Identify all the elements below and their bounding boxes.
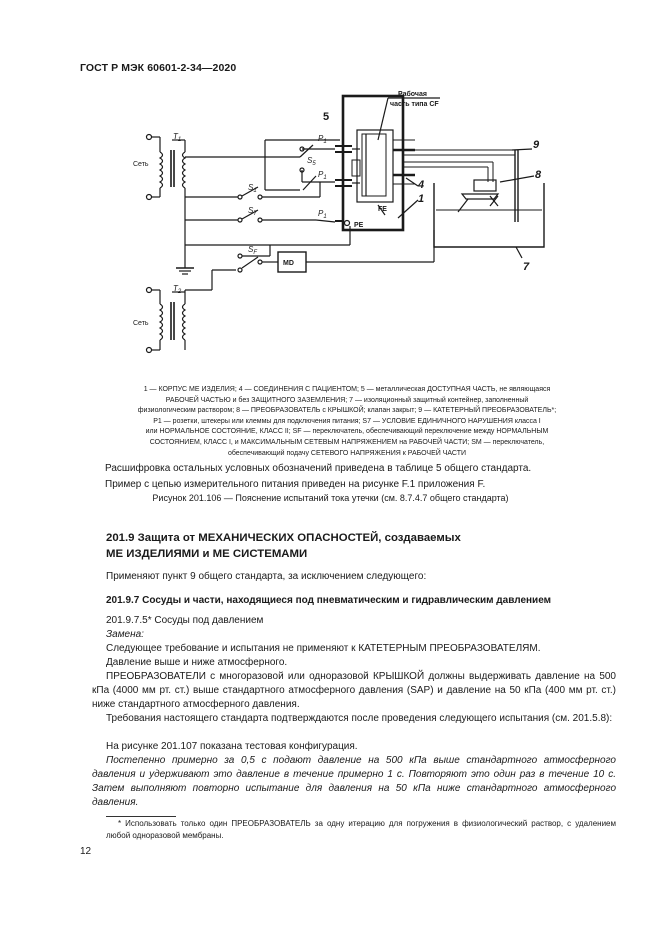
label-s7: $S_7$ [248,206,257,217]
label-n1: 1 [418,193,425,205]
label-sf: $S_F$ [248,245,258,256]
label-t1: $T_1$ [173,132,182,143]
legend-continuation [105,461,615,492]
paragraph-6: Постепенно примерно за 0,5 с подают давление на 500 кПа выше стандартного атмосферного давления и удерживают это давление в течение примерно 1 с. Повторяют это один раз в течение 10 с. Затем выполняют повторно испытание для давления на 50 кПа ниже стандартного атмосферного давления. [92,755,616,808]
legend-line: 1 — КОРПУС МЕ ИЗДЕЛИЯ; 4 — СОЕДИНЕНИЯ С ПАЦИЕНТОМ; 5 — металлическая ДОСТУПНАЯ ЧАСТЬ, не являющаяся [143,386,551,393]
section-intro: Применяют пункт 9 общего стандарта, за исключением следующего: [106,571,427,582]
paragraph-1: Следующее требование и испытания не применяют к КАТЕТЕРНЫМ ПРЕОБРАЗОВАТЕЛЯМ. [106,643,541,654]
label-n4: 4 [418,179,425,191]
legend-line: СОСТОЯНИЕМ, КЛАСС I, и МАКСИМАЛЬНЫМ СЕТЕВЫМ НАПРЯЖЕНИЕМ на РАБОЧЕЙ ЧАСТИ; SM — переключатель, [149,438,545,446]
section-heading [106,530,626,562]
paragraph-2: Давление выше и ниже атмосферного. [106,657,288,668]
legend-cont-line: Пример с цепью измерительного питания приведен на рисунке F.1 приложения F. [105,478,486,490]
label-n7: 7 [523,261,530,273]
section-heading-line1: 201.9 Защита от МЕХАНИЧЕСКИХ ОПАСНОСТЕЙ, создаваемых [106,532,461,544]
label-applied-1: Рабочая [398,91,427,98]
label-p1c: $P_1$ [318,209,327,220]
label-s5: $S_5$ [307,156,316,167]
paragraph-3: ПРЕОБРАЗОВАТЕЛИ с многоразовой или одноразовой КРЫШКОЙ должны выдерживать давление на 500 кПа (4000 мм рт. ст.) выше стандартного атмосферного давления (SAP) и давление на 50 кПа (400 мм рт. ст.) ниже стандартного атмосферного давления. [92,671,616,710]
label-mains2: Сеть [133,320,149,327]
transformer-t1 [152,137,185,260]
label-mains1: Сеть [133,161,149,168]
footnote-rule [106,816,176,817]
footnote: * Использовать только один ПРЕОБРАЗОВАТЕЛЬ за одну итерацию для погружения в физиологический раствор, с удалением любой одноразовой мембраны. [106,819,616,840]
subsection-heading: 201.9.7 Сосуды и части, находящиеся под пневматическим и гидравлическим давлением [106,595,552,606]
paragraph-4: Требования настоящего стандарта подтверждаются после проведения следующего испытания (см. 201.5.8): [106,713,613,724]
label-applied-2: часть типа CF [390,101,439,108]
legend-line: РАБОЧЕЙ ЧАСТЬЮ и без ЗАЩИТНОГО ЗАЗЕМЛЕНИЯ; 7 — изоляционный защитный контейнер, заполненный [165,396,529,404]
transformer-t2 [152,290,212,350]
figure-legend [78,385,616,459]
page-number: 12 [80,846,92,857]
section-heading-line2: МЕ ИЗДЕЛИЯМИ и МЕ СИСТЕМАМИ [106,548,308,560]
page-header: ГОСТ Р МЭК 60601-2-34—2020 [80,62,237,74]
legend-cont-line: Расшифровка остальных условных обозначений приведена в таблице 5 общего стандарта. [105,463,532,474]
paragraph-5: На рисунке 201.107 показана тестовая конфигурация. [106,741,358,752]
label-pe1: PE [354,222,364,229]
label-p1a: $P_1$ [318,134,327,145]
legend-line: P1 — розетки, штекеры или клеммы для подключения питания; S7 — УСЛОВИЕ ЕДИНИЧНОГО НАРУШЕНИЯ класса I [153,417,541,425]
replacement-label: Замена: [106,629,144,640]
figure-title: Рисунок 201.106 — Пояснение испытаний тока утечки (см. 8.7.4.7 общего стандарта) [152,493,509,503]
label-t2: $T_2$ [173,284,182,295]
circuit-diagram [0,0,661,380]
legend-line: физиологическим раствором; 8 — ПРЕОБРАЗОВАТЕЛЬ с КРЫШКОЙ; клапан закрыт; 9 — КАТЕТЕРНЫЙ ПРЕОБРАЗОВАТЕЛЬ*; [137,407,557,415]
legend-line: или НОРМАЛЬНОЕ СОСТОЯНИЕ, КЛАСС II; SF — переключатель, обеспечивающий переключение между НОРМАЛЬНЫМ [145,428,549,436]
legend-line: обеспечивающий подачу СЕТЕВОГО НАПРЯЖЕНИЯ к РАБОЧЕЙ ЧАСТИ [227,449,467,457]
label-fe: FE [378,206,387,213]
clause-title: 201.9.7.5* Сосуды под давлением [106,615,264,626]
label-n8: 8 [535,169,542,181]
label-s1: $S_1$ [248,183,257,194]
label-md: MD [283,260,294,267]
label-n5: 5 [323,111,330,123]
label-p1b: $P_1$ [318,170,327,181]
label-n9: 9 [533,139,540,151]
